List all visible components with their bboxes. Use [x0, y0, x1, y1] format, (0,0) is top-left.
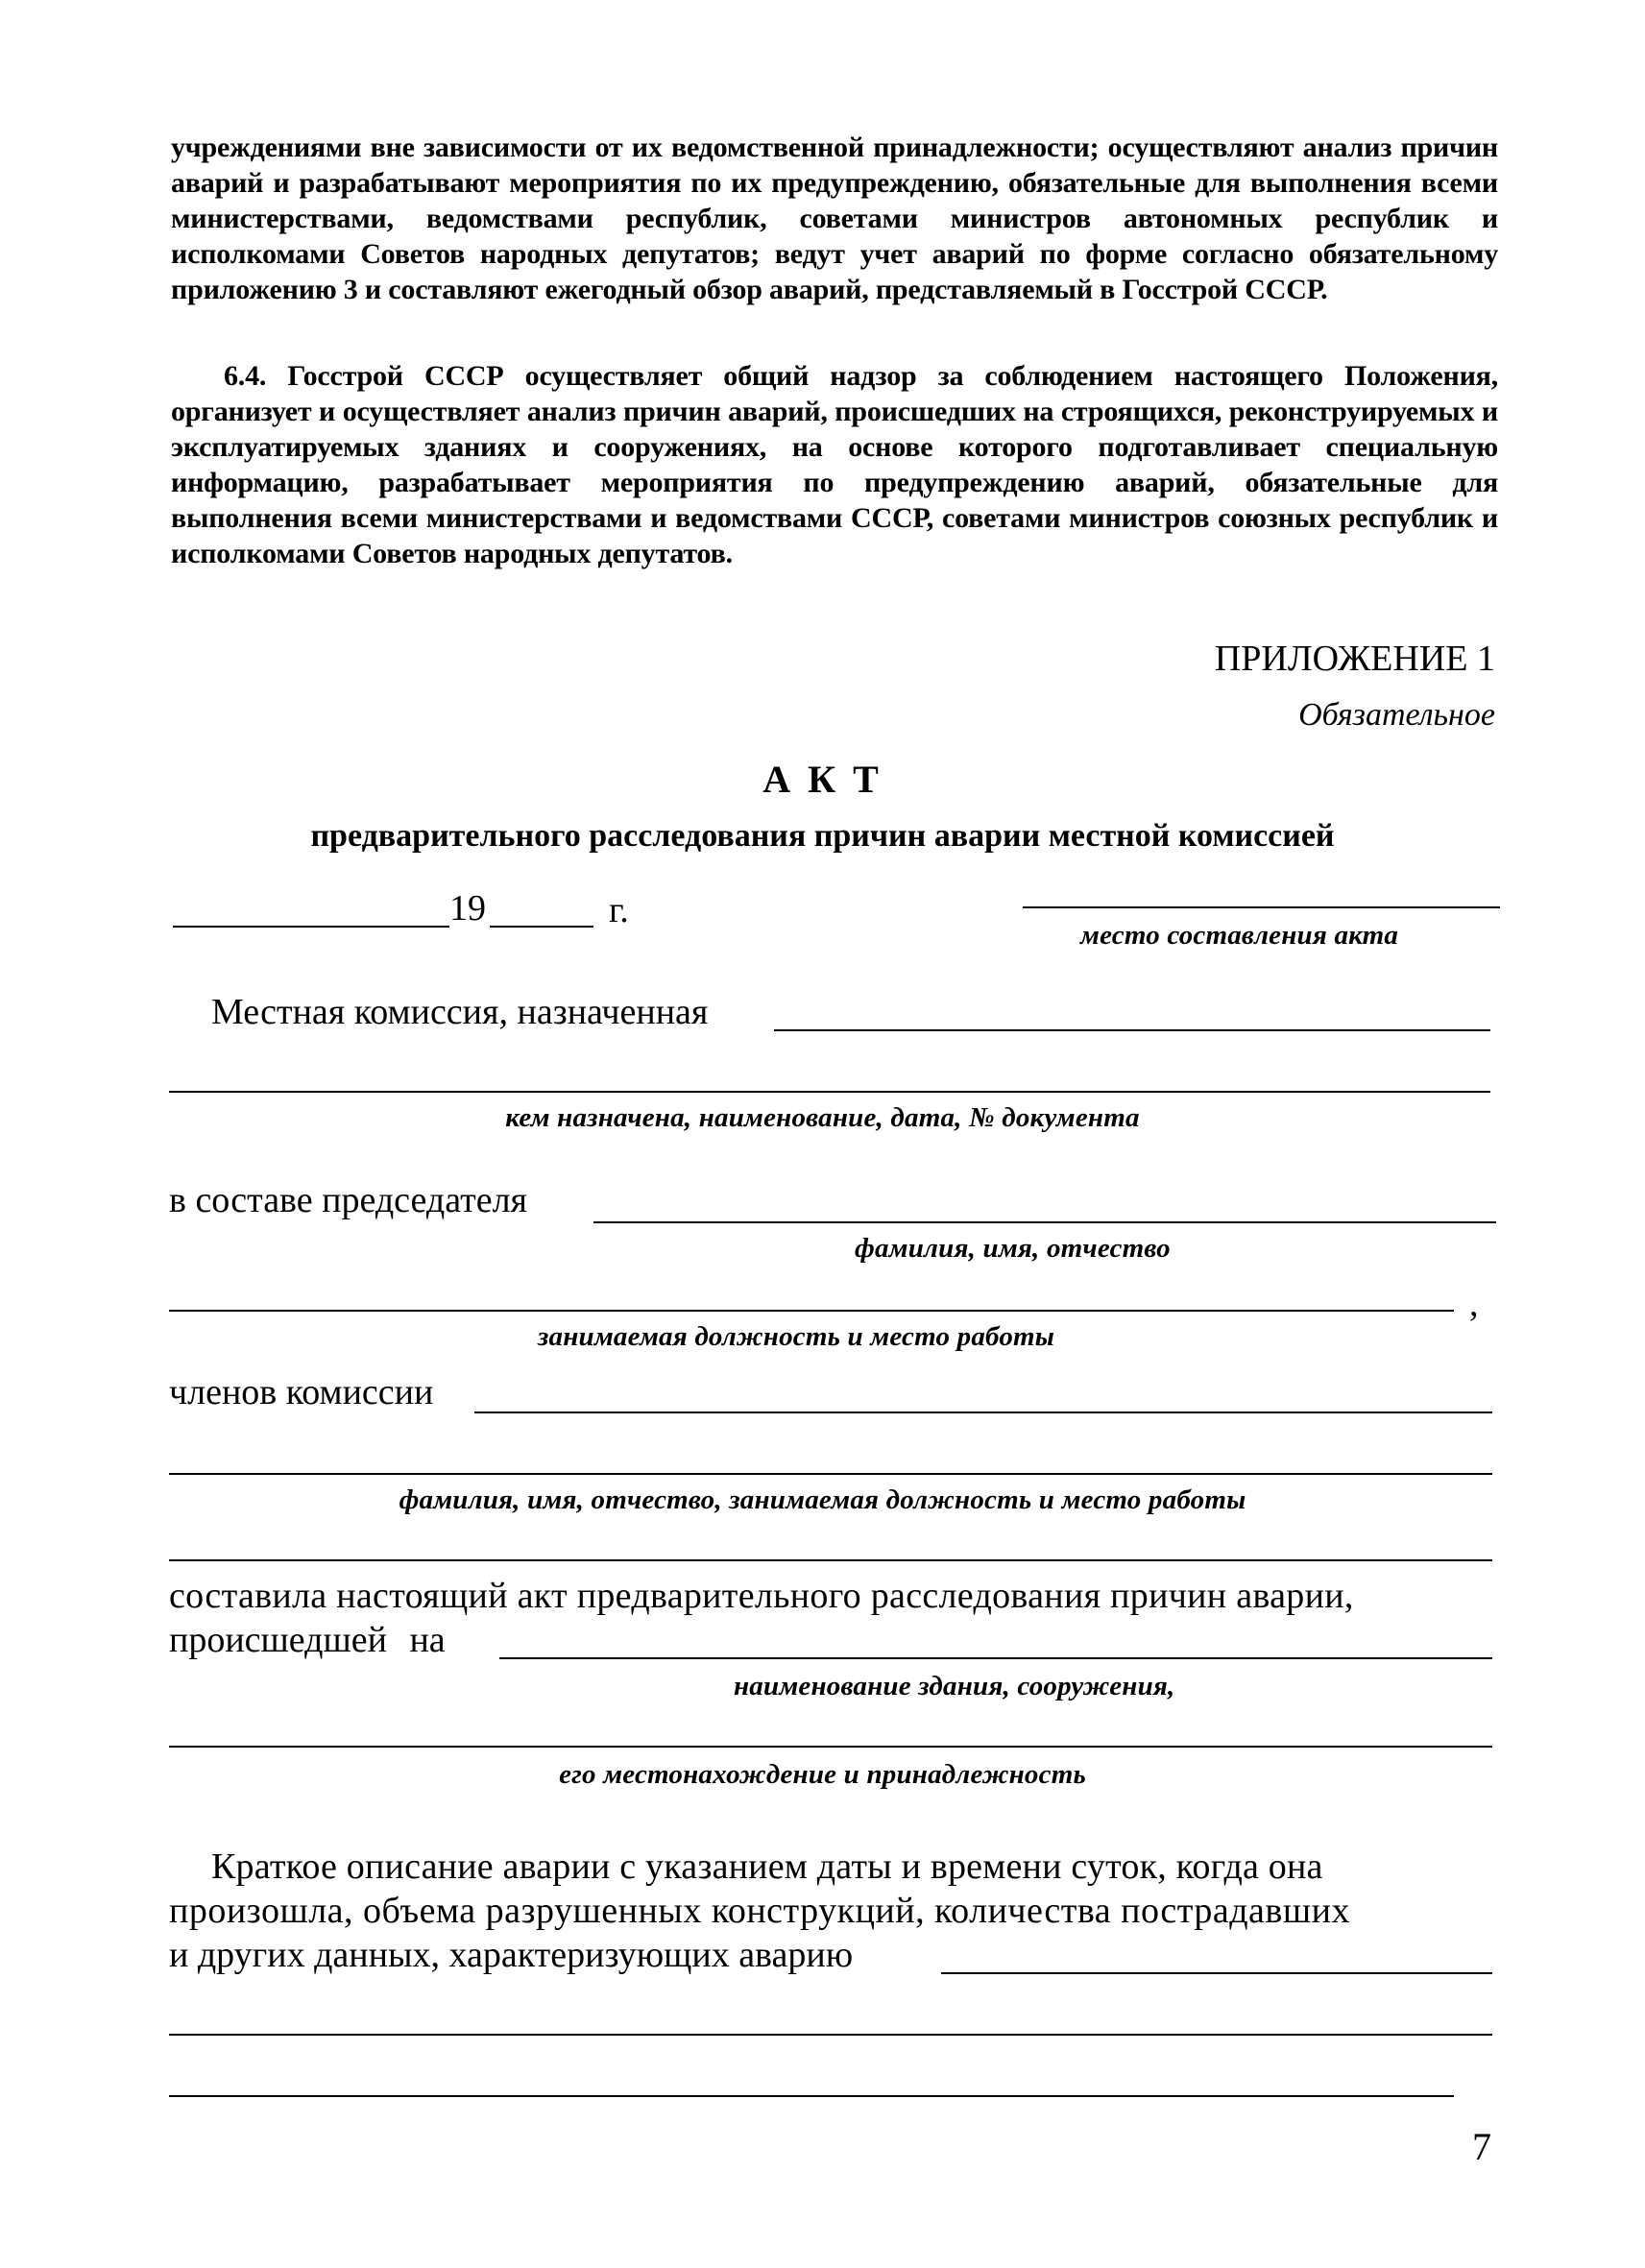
description-line-3: и других данных, характеризующих аварию	[169, 1935, 854, 1975]
location-caption: его местонахождение и принадлежность	[559, 1759, 1086, 1790]
chairman-line[interactable]	[593, 1221, 1496, 1223]
commission-caption: кем назначена, наименование, дата, № документа	[505, 1102, 1140, 1133]
intro-paragraph: учреждениями вне зависимости от их ведомственной принадлежности; осуществляют анализ причин аварий и разрабатывают мероприятия по их предупреждению, обязательные для выполнения всеми министерствами, ведомствами республик, советами министров автономных республик и исполкомами Советов народных депутатов; ведут учет аварий по форме согласно обязательному приложению 3 и составляют ежегодный обзор аварий, представляемый в Госстрой СССР.	[171, 132, 1498, 305]
commission-line-2[interactable]	[169, 1091, 1490, 1093]
chairman-label: в составе председателя	[169, 1180, 528, 1220]
page-number: 7	[1472, 2125, 1491, 2168]
form-subtitle: предварительного расследования причин аварии местной комиссией	[310, 818, 1335, 854]
place-line[interactable]	[1023, 906, 1500, 908]
chairman-caption: фамилия, имя, отчество	[855, 1233, 1171, 1264]
building-line[interactable]	[499, 1657, 1492, 1659]
description-line-a[interactable]	[941, 1972, 1492, 1974]
position-line[interactable]	[169, 1310, 1454, 1312]
section-6-4	[171, 358, 1498, 571]
description-line-2: произошла, объема разрушенных конструкций, количества пострадавших	[169, 1891, 1350, 1931]
members-caption: фамилия, имя, отчество, занимаемая должность и место работы	[399, 1484, 1246, 1515]
compiled-line: составила настоящий акт предварительного расследования причин аварии,	[169, 1576, 1354, 1616]
members-line-3[interactable]	[169, 1559, 1492, 1561]
commission-label: Местная комиссия, назначенная	[211, 992, 709, 1032]
position-comma: ,	[1469, 1284, 1479, 1324]
description-line-b[interactable]	[169, 2034, 1492, 2036]
description-line-c[interactable]	[169, 2095, 1454, 2097]
members-line-2[interactable]	[169, 1473, 1492, 1475]
occurred-label: происшедшей на	[169, 1620, 446, 1660]
building-caption: наименование здания, сооружения,	[734, 1671, 1175, 1701]
date-year-line[interactable]	[490, 926, 593, 928]
commission-line-1[interactable]	[774, 1029, 1490, 1031]
location-line[interactable]	[169, 1746, 1492, 1748]
appendix-label: ПРИЛОЖЕНИЕ 1	[1214, 639, 1495, 679]
place-caption: место составления акта	[1080, 920, 1399, 951]
position-caption: занимаемая должность и место работы	[538, 1321, 1055, 1352]
section-text: Госстрой СССР осуществляет общий надзор за соблюдением настоящего Положения, организует и осуществляет анализ причин аварий, происшедших на строящихся, реконструируемых и эксплуатируемых зданиях и сооружениях, на основе которого подготавливает специальную информацию, разрабатывает мероприятия по предупреждению аварий, обязательные для выполнения всеми министерствами и ведомствами СССР, советами министров союзных республик и исполкомами Советов народных депутатов.	[171, 360, 1498, 569]
appendix-status: Обязательное	[1298, 697, 1495, 733]
form-title: А К Т	[762, 758, 883, 801]
date-day-month-line[interactable]	[173, 926, 449, 928]
date-suffix: г.	[609, 890, 629, 930]
description-line-1: Краткое описание аварии с указанием даты и времени суток, когда она	[211, 1846, 1323, 1887]
date-year-prefix: 19	[449, 888, 486, 929]
members-label: членов комиссии	[169, 1372, 434, 1412]
members-line-1[interactable]	[474, 1411, 1492, 1413]
section-number: 6.4.	[224, 360, 267, 392]
